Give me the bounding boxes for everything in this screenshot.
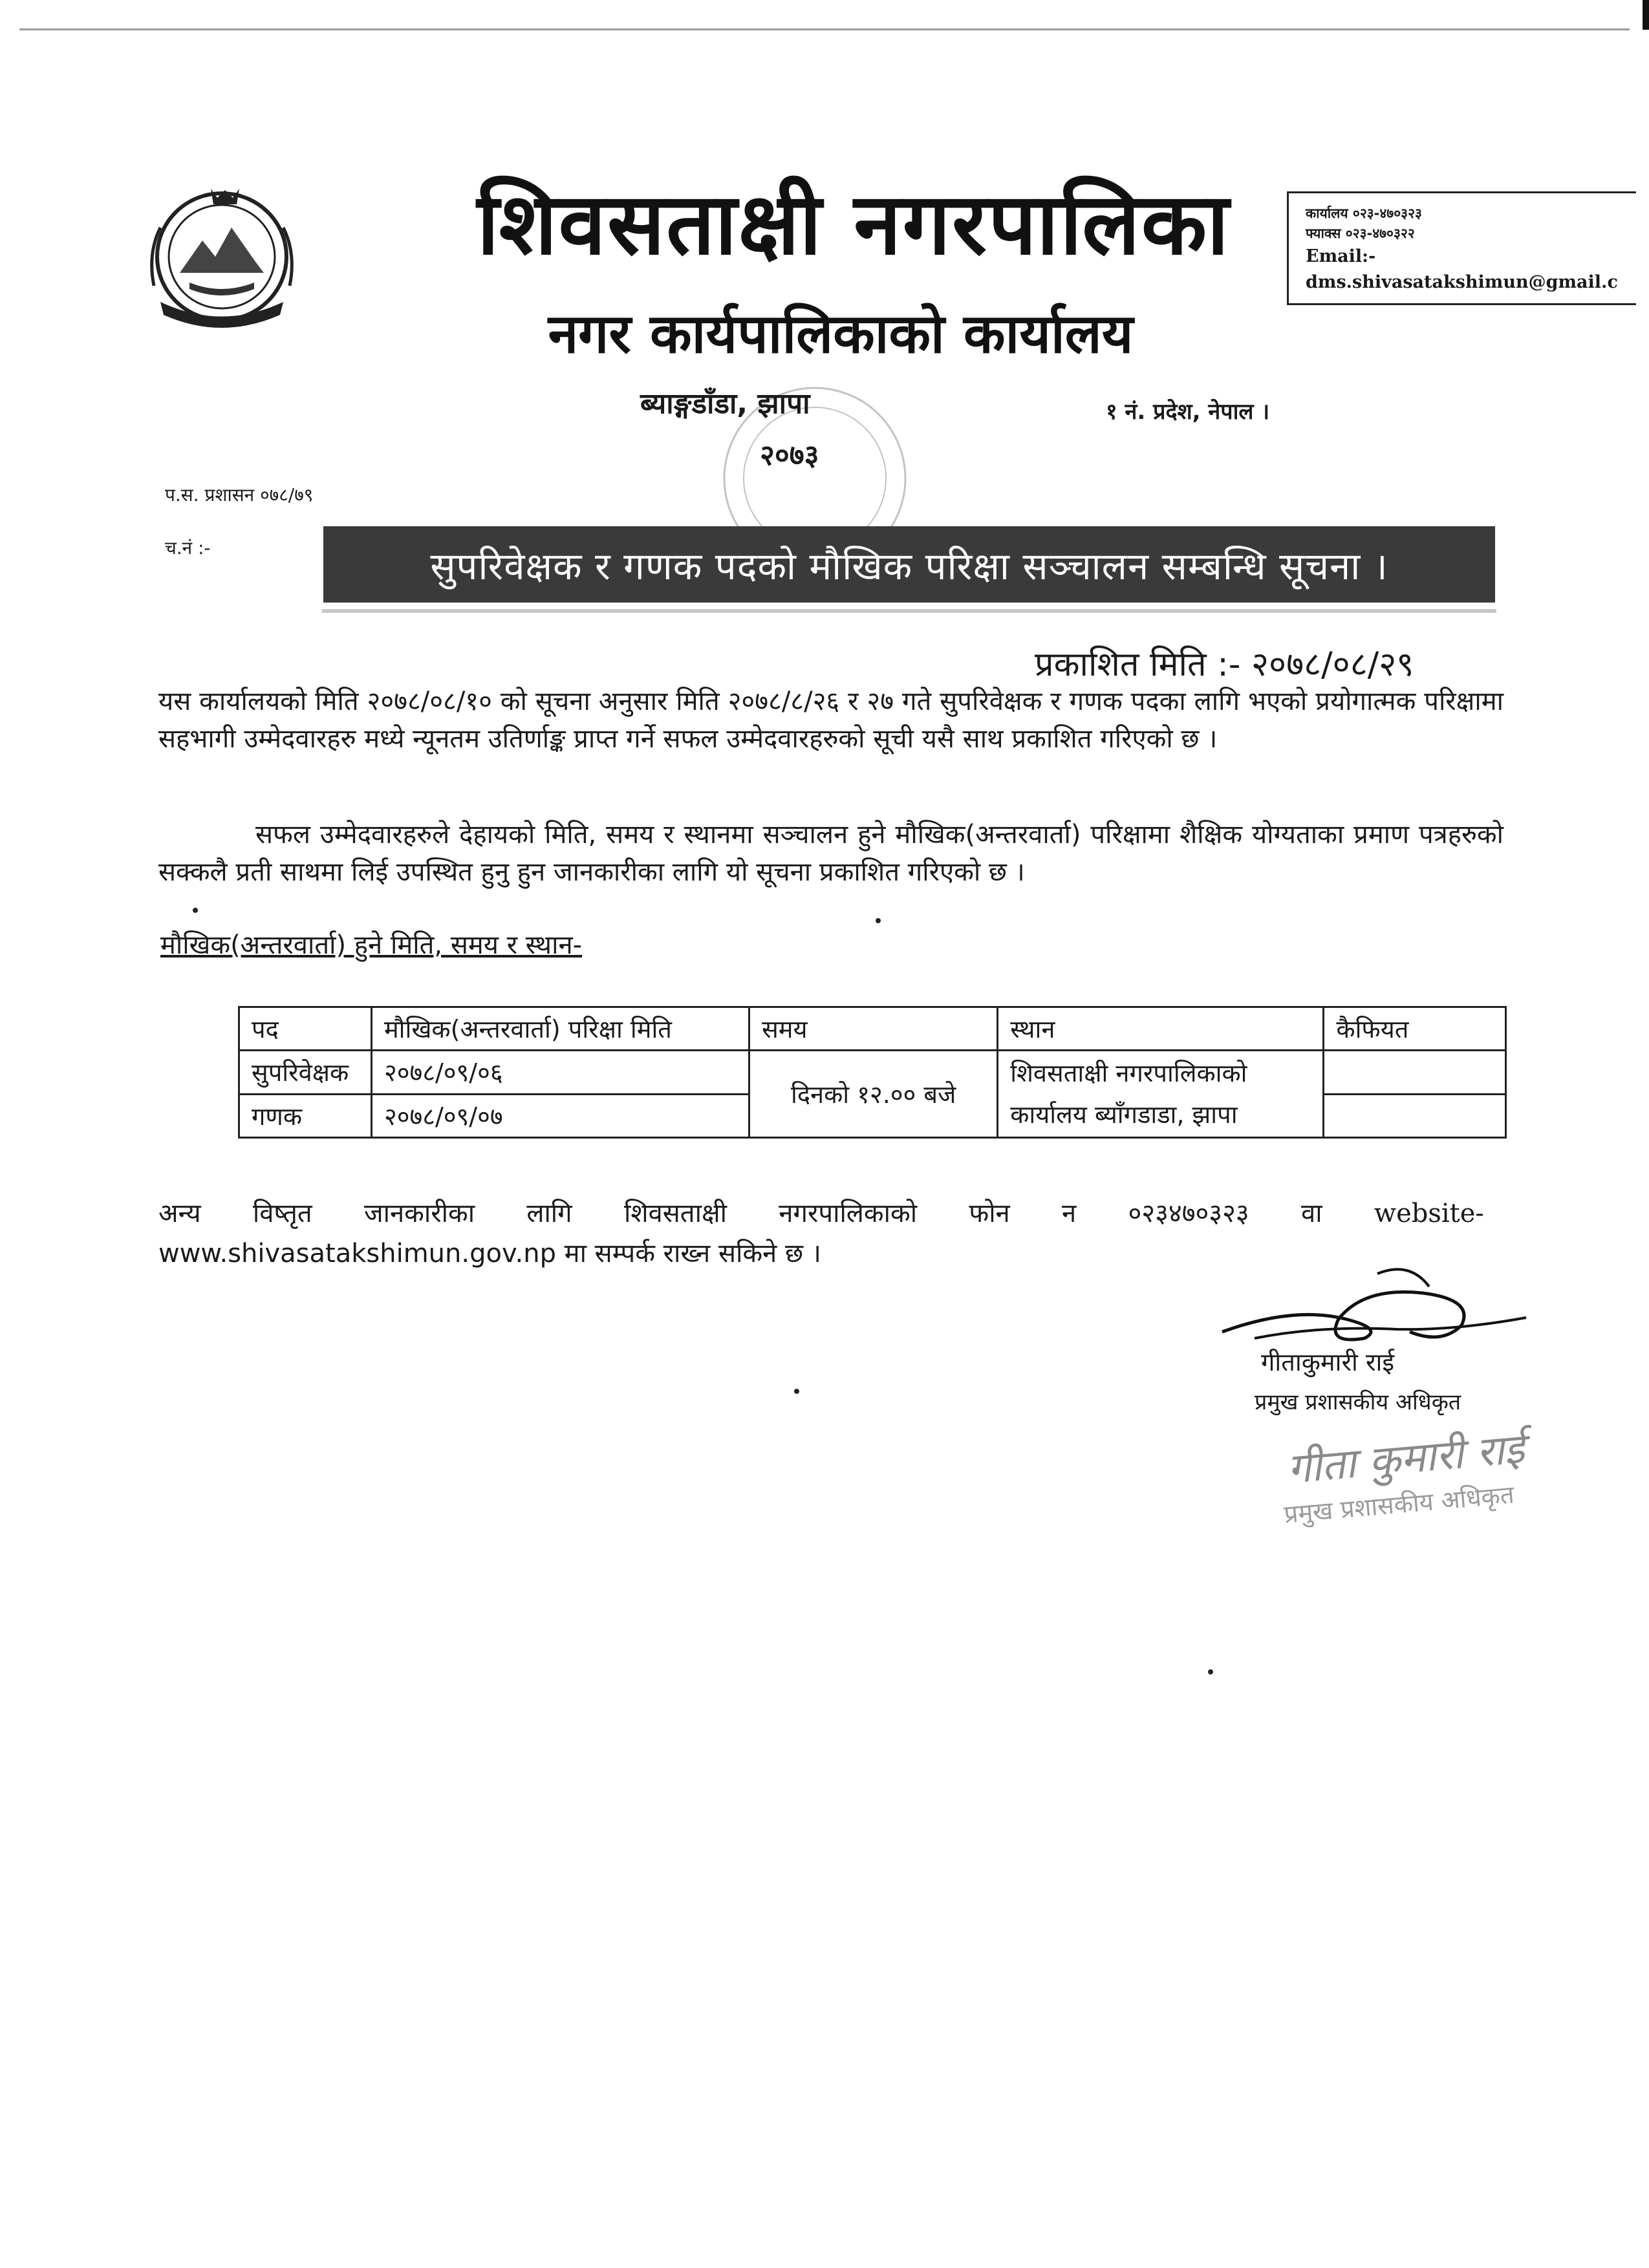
place-cell: शिवसताक्षी नगरपालिकाको कार्यालय ब्याँगडाडा, झापा [998,1051,1324,1138]
scan-speck [1208,1669,1213,1674]
word: न [1062,1199,1077,1228]
dispatch-number: च.नं :- [165,537,211,559]
designation-stamp: प्रमुख प्रशासकीय अधिकृत [1282,1480,1516,1529]
word: जानकारीका [363,1199,475,1228]
office-subtitle: नगर कार्यपालिकाको कार्यालय [548,301,1134,365]
post-cell: गणक [239,1094,372,1138]
office-address: ब्याङ्गडाँडा, झापा [640,387,810,420]
contact-info-line-1 [158,1193,1484,1234]
scan-speck [193,908,198,913]
word: फोन [969,1199,1010,1228]
remarks-cell [1324,1051,1506,1095]
time-cell: दिनको १२.०० बजे [749,1051,998,1138]
phone-number: ०२३४७०३२३ [1128,1199,1249,1228]
nepal-emblem-icon [141,176,303,328]
notice-title-banner [323,526,1495,603]
published-date: प्रकाशित मिति :- २०७८/०८/२९ [1035,645,1414,684]
header-time: समय [749,1007,998,1051]
word: शिवसताक्षी [623,1199,727,1228]
signatory-designation: प्रमुख प्रशासकीय अधिकृत [1255,1389,1461,1415]
contact-info-line-2: www.shivasatakshimun.gov.np मा सम्पर्क राख्न सकिने छ । [158,1239,821,1268]
scan-speck [794,1389,799,1394]
notice-paragraph-2: सफल उम्मेदवारहरुले देहायको मिति, समय र स्थानमा सञ्चालन हुने मौखिक(अन्तरवार्ता) परिक्षामा शैक्षिक योग्यताका प्रमाण पत्रहरुको सक्कलै प्रती साथमा लिई उपस्थित हुनु हुन जानकारीका लागि यो सूचना प्रकाशित गरिएको छ । [158,820,1503,887]
corner-mark [1643,0,1649,30]
remarks-cell [1324,1094,1506,1138]
interview-schedule-table [238,1006,1507,1139]
letter-reference-number: प.स. प्रशासन ०७८/७९ [165,484,314,506]
contact-box [1287,191,1636,305]
header-remarks: कैफियत [1324,1007,1506,1051]
email-label: Email:- [1306,246,1376,266]
header-place: स्थान [998,1007,1324,1051]
interview-subheading: मौखिक(अन्तरवार्ता) हुने मिति, समय र स्थान- [160,930,583,960]
signatory-name: गीताकुमारी राई [1261,1348,1394,1376]
notice-paragraph-1: यस कार्यालयको मिति २०७८/०८/१० को सूचना अनुसार मिति २०७८/८/२६ र २७ गते सुपरिवेक्षक र गणक पदका लागि भएको प्रयोगात्मक परिक्षामा सहभागी उम्मेदवारहरु मध्ये न्यूनतम उतिर्णाङ्क प्राप्त गर्ने सफल उम्मेदवारहरुको सूची यसै साथ प्रकाशित गरिएको छ । [158,687,1503,754]
banner-shadow [322,609,1496,613]
date-cell: २०७८/०९/०६ [371,1051,749,1095]
word: वा [1300,1199,1322,1228]
name-stamp: गीता कुमारी राई [1285,1425,1527,1493]
office-phone: कार्यालय ०२३-४७०३२३ [1306,206,1422,221]
table-header-row [239,1007,1506,1051]
header-exam-date: मौखिक(अन्तरवार्ता) परिक्षा मिति [371,1007,749,1051]
province-label: १ नं. प्रदेश, नेपाल । [1106,399,1270,425]
table-row [239,1051,1506,1095]
municipality-title: शिवसताक्षी नगरपालिका [477,174,1231,274]
email-address: dms.shivasatakshimun@gmail.c [1306,272,1618,292]
word: विष्तृत [252,1199,312,1228]
fax-number: फ्याक्स ०२३-४७०३२२ [1306,226,1415,241]
word: नगरपालिकाको [779,1199,918,1228]
notice-title: सुपरिवेक्षक र गणक पदको मौखिक परिक्षा सञ्चालन सम्बन्धि सूचना । [430,544,1388,588]
website-label: website- [1374,1199,1484,1228]
word: अन्य [158,1199,201,1228]
top-rule [19,28,1630,30]
word: लागि [526,1199,572,1228]
date-cell: २०७८/०९/०७ [371,1094,749,1138]
established-year: २०७३ [760,439,819,472]
post-cell: सुपरिवेक्षक [239,1051,372,1095]
header-post: पद [239,1007,372,1051]
scan-speck [876,918,881,923]
